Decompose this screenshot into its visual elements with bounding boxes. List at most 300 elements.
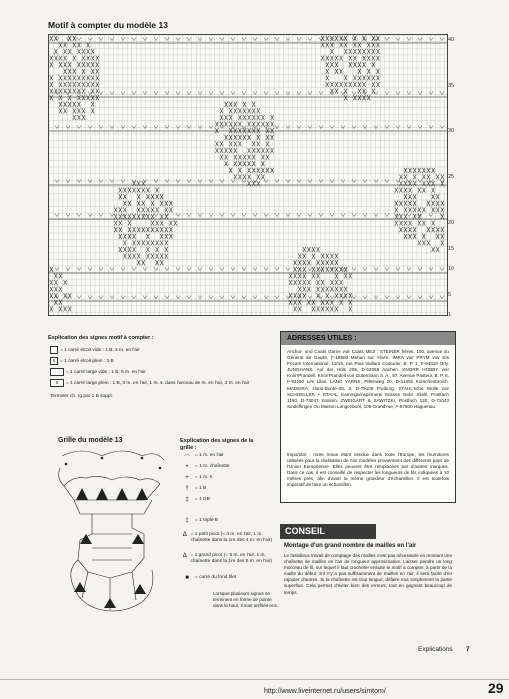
motif-cross bbox=[146, 194, 149, 199]
motif-cross bbox=[160, 234, 163, 239]
motif-cross bbox=[330, 62, 333, 67]
motif-cross bbox=[64, 280, 67, 285]
motif-cross bbox=[248, 108, 251, 113]
motif-cross bbox=[395, 221, 398, 226]
motif-cross bbox=[77, 62, 80, 67]
motif-cross bbox=[54, 280, 57, 285]
motif-cross bbox=[146, 234, 149, 239]
chart-row-label: 30 bbox=[448, 128, 455, 134]
motif-cross bbox=[50, 82, 53, 87]
motif-cross bbox=[271, 115, 274, 120]
motif-cross bbox=[59, 102, 62, 107]
motif-cross bbox=[330, 306, 333, 311]
motif-cross bbox=[363, 49, 366, 54]
motif-cross bbox=[243, 161, 246, 166]
motif-cross bbox=[59, 56, 62, 61]
motif-cross bbox=[252, 148, 255, 153]
motif-cross bbox=[50, 36, 53, 41]
motif-cross bbox=[441, 207, 444, 212]
chart-row-label: 40 bbox=[448, 37, 455, 43]
motif-cross bbox=[436, 174, 439, 179]
motif-cross bbox=[363, 95, 366, 100]
motif-cross bbox=[367, 69, 370, 74]
motif-cross bbox=[248, 148, 251, 153]
chain-stitch-icon: ⌒ bbox=[183, 456, 190, 462]
motif-cross bbox=[335, 82, 338, 87]
motif-cross bbox=[367, 95, 370, 100]
motif-cross bbox=[326, 267, 329, 272]
motif-cross bbox=[123, 207, 126, 212]
motif-cross bbox=[243, 108, 246, 113]
motif-cross bbox=[330, 254, 333, 259]
motif-cross bbox=[344, 89, 347, 94]
motif-cross bbox=[119, 188, 122, 193]
motif-cross bbox=[59, 273, 62, 278]
motif-cross bbox=[142, 260, 145, 265]
motif-cross bbox=[68, 49, 71, 54]
motif-cross bbox=[358, 69, 361, 74]
motif-cross bbox=[123, 194, 126, 199]
motif-cross bbox=[271, 135, 274, 140]
motif-cross bbox=[399, 221, 402, 226]
motif-cross bbox=[353, 49, 356, 54]
slip-stitch-icon: • bbox=[185, 464, 189, 470]
motif-cross bbox=[133, 240, 136, 245]
motif-cross bbox=[156, 247, 159, 252]
motif-cross bbox=[335, 293, 338, 298]
motif-cross bbox=[289, 293, 292, 298]
motif-cross bbox=[409, 188, 412, 193]
motif-cross bbox=[335, 254, 338, 259]
motif-cross bbox=[349, 49, 352, 54]
motif-cross bbox=[335, 267, 338, 272]
motif-cross bbox=[142, 240, 145, 245]
motif-cross bbox=[59, 62, 62, 67]
sign-item bbox=[182, 464, 230, 470]
motif-cross bbox=[418, 207, 421, 212]
motif-cross bbox=[321, 306, 324, 311]
crochet-chart bbox=[48, 34, 448, 316]
motif-cross bbox=[151, 240, 154, 245]
motif-cross bbox=[298, 287, 301, 292]
motif-cross bbox=[87, 82, 90, 87]
motif-cross bbox=[238, 141, 241, 146]
motif-cross bbox=[128, 201, 131, 206]
motif-cross bbox=[294, 273, 297, 278]
sign-text: = 1 m. chaînette bbox=[195, 464, 230, 469]
motif-cross bbox=[404, 214, 407, 219]
motif-cross bbox=[160, 201, 163, 206]
motif-cross bbox=[312, 306, 315, 311]
motif-cross bbox=[441, 240, 444, 245]
motif-cross bbox=[156, 207, 159, 212]
motif-cross bbox=[77, 108, 80, 113]
motif-cross bbox=[404, 227, 407, 232]
motif-cross bbox=[363, 75, 366, 80]
motif-cross bbox=[123, 188, 126, 193]
legend-text: = 1 carré large plein : 1 B, 3 m. en l'air, 1 m. s. dans l'arceau de m. en l'air, 3 m. en l'air bbox=[66, 380, 250, 386]
motif-cross bbox=[82, 49, 85, 54]
motif-cross bbox=[432, 207, 435, 212]
motif-cross bbox=[358, 62, 361, 67]
motif-cross bbox=[114, 227, 117, 232]
motif-cross bbox=[349, 82, 352, 87]
single-crochet-icon: + bbox=[185, 475, 189, 481]
motif-cross bbox=[165, 214, 168, 219]
motif-cross bbox=[367, 49, 370, 54]
motif-cross bbox=[220, 155, 223, 160]
motif-cross bbox=[252, 161, 255, 166]
footer-section-label: Explications bbox=[418, 646, 453, 653]
motif-cross bbox=[123, 214, 126, 219]
motif-cross bbox=[312, 273, 315, 278]
motif-cross bbox=[257, 174, 260, 179]
page-edge-divider bbox=[0, 679, 509, 680]
motif-cross bbox=[307, 260, 310, 265]
motif-cross bbox=[326, 56, 329, 61]
motif-cross bbox=[64, 62, 67, 67]
sign-item bbox=[182, 518, 218, 524]
motif-cross bbox=[73, 36, 76, 41]
legend-item bbox=[50, 357, 114, 365]
motif-cross bbox=[261, 174, 264, 179]
corner-number: 29 bbox=[488, 680, 504, 696]
motif-cross bbox=[128, 188, 131, 193]
motif-cross bbox=[335, 260, 338, 265]
motif-cross bbox=[243, 102, 246, 107]
motif-cross bbox=[413, 227, 416, 232]
motif-cross bbox=[169, 221, 172, 226]
motif-cross bbox=[372, 49, 375, 54]
motif-cross bbox=[289, 273, 292, 278]
legend-text: = 1 carré étroit vide : 1 B, 2 m. en l'air bbox=[60, 347, 140, 353]
motif-cross bbox=[82, 95, 85, 100]
motif-cross bbox=[128, 247, 131, 252]
motif-cross bbox=[215, 141, 218, 146]
motif-cross bbox=[91, 69, 94, 74]
signs-title: Explication des signes de la grille : bbox=[180, 438, 254, 451]
motif-cross bbox=[358, 95, 361, 100]
motif-cross bbox=[225, 135, 228, 140]
motif-cross bbox=[330, 56, 333, 61]
motif-cross bbox=[243, 135, 246, 140]
motif-cross bbox=[165, 247, 168, 252]
motif-cross bbox=[271, 148, 274, 153]
motif-cross bbox=[248, 115, 251, 120]
motif-cross bbox=[326, 306, 329, 311]
motif-cross bbox=[160, 240, 163, 245]
motif-cross bbox=[436, 234, 439, 239]
motif-cross bbox=[399, 201, 402, 206]
sign-text: = 1 m. s. bbox=[195, 475, 214, 480]
motif-cross bbox=[409, 194, 412, 199]
motif-cross bbox=[335, 56, 338, 61]
motif-cross bbox=[165, 207, 168, 212]
chart-row-label: 10 bbox=[448, 266, 455, 272]
filled-mesh-square-icon: ■ bbox=[185, 575, 189, 581]
motif-cross bbox=[413, 201, 416, 206]
motif-cross bbox=[307, 247, 310, 252]
motif-cross bbox=[367, 56, 370, 61]
motif-cross bbox=[363, 56, 366, 61]
motif-cross bbox=[330, 280, 333, 285]
motif-cross bbox=[142, 227, 145, 232]
legend-text: = 1 carré large vide : 1 B, 5 m. en l'air bbox=[66, 369, 146, 375]
motif-cross bbox=[119, 234, 122, 239]
motif-cross bbox=[77, 102, 80, 107]
motif-cross bbox=[137, 201, 140, 206]
motif-cross bbox=[151, 221, 154, 226]
motif-cross bbox=[73, 75, 76, 80]
motif-cross bbox=[257, 148, 260, 153]
motif-cross bbox=[73, 69, 76, 74]
motif-cross bbox=[137, 194, 140, 199]
motif-cross bbox=[326, 300, 329, 305]
motif-cross bbox=[294, 306, 297, 311]
motif-cross bbox=[156, 194, 159, 199]
sign-item bbox=[182, 475, 214, 481]
motif-cross bbox=[340, 300, 343, 305]
motif-cross bbox=[119, 214, 122, 219]
motif-cross bbox=[234, 122, 237, 127]
motif-cross bbox=[234, 135, 237, 140]
chart-row-label: 20 bbox=[448, 220, 455, 226]
motif-cross bbox=[335, 62, 338, 67]
motif-cross bbox=[335, 273, 338, 278]
sign-text: = 1 grand picot (= 5 m. en l'air, 1 m. chaînette dans la 1re des 5 m. en l'air) bbox=[190, 553, 272, 564]
motif-cross bbox=[340, 280, 343, 285]
motif-cross bbox=[54, 273, 57, 278]
motif-cross bbox=[321, 300, 324, 305]
motif-cross bbox=[234, 148, 237, 153]
sign-text: = 1 m. en l'air bbox=[195, 453, 224, 458]
motif-cross bbox=[151, 201, 154, 206]
motif-cross bbox=[243, 115, 246, 120]
motif-cross bbox=[349, 56, 352, 61]
motif-cross bbox=[146, 240, 149, 245]
motif-cross bbox=[243, 174, 246, 179]
motif-cross bbox=[229, 102, 232, 107]
motif-cross bbox=[436, 227, 439, 232]
motif-cross bbox=[413, 234, 416, 239]
motif-cross bbox=[151, 194, 154, 199]
motif-cross bbox=[432, 194, 435, 199]
motif-cross bbox=[151, 254, 154, 259]
motif-cross bbox=[303, 254, 306, 259]
motif-cross bbox=[87, 62, 90, 67]
chart-grid bbox=[49, 35, 447, 315]
motif-cross bbox=[303, 273, 306, 278]
motif-cross bbox=[96, 56, 99, 61]
motif-cross bbox=[128, 214, 131, 219]
wide-empty-square-icon bbox=[50, 368, 64, 376]
motif-cross bbox=[395, 201, 398, 206]
motif-cross bbox=[252, 108, 255, 113]
motif-cross bbox=[142, 188, 145, 193]
motif-cross bbox=[294, 300, 297, 305]
conseil-body: Le fastidieux travail de comptage des mailles n'est pas nécessaire en montant une chaînette de mailles en l'air de longueur approximative. Laisser pendre un long morceau de fil, sur lequel il faut crocheter ensuite le motif à compter, à partir de la maille du début. S'il n'y a pas suffisamment de mailles en l'air, il sera facile d'en rajouter d'autres. Si la chaînette est trop longue, défaire tout simplement la partie superflue. Cela permet d'éviter bien des erreurs, tout en gagnant beaucoup de temps. bbox=[284, 553, 452, 595]
motif-cross bbox=[335, 89, 338, 94]
motif-cross bbox=[142, 201, 145, 206]
motif-cross bbox=[413, 168, 416, 173]
motif-cross bbox=[248, 155, 251, 160]
motif-cross bbox=[50, 267, 53, 272]
motif-cross bbox=[317, 247, 320, 252]
motif-cross bbox=[317, 273, 320, 278]
motif-cross bbox=[266, 168, 269, 173]
motif-cross bbox=[436, 207, 439, 212]
motif-cross bbox=[404, 194, 407, 199]
motif-cross bbox=[307, 280, 310, 285]
motif-cross bbox=[238, 135, 241, 140]
motif-cross bbox=[261, 155, 264, 160]
motif-cross bbox=[298, 300, 301, 305]
motif-cross bbox=[146, 214, 149, 219]
motif-cross bbox=[261, 168, 264, 173]
motif-cross bbox=[422, 174, 425, 179]
motif-cross bbox=[404, 168, 407, 173]
motif-cross bbox=[321, 287, 324, 292]
motif-cross bbox=[326, 82, 329, 87]
motif-cross bbox=[252, 141, 255, 146]
motif-cross bbox=[91, 82, 94, 87]
motif-cross bbox=[413, 207, 416, 212]
motif-cross bbox=[77, 49, 80, 54]
motif-cross bbox=[160, 254, 163, 259]
motif-cross bbox=[303, 293, 306, 298]
motif-cross bbox=[59, 89, 62, 94]
motif-cross bbox=[151, 227, 154, 232]
motif-cross bbox=[335, 69, 338, 74]
empty-square-icon bbox=[50, 346, 58, 354]
motif-cross bbox=[404, 207, 407, 212]
motif-cross bbox=[432, 247, 435, 252]
motif-cross bbox=[68, 75, 71, 80]
motif-cross bbox=[156, 221, 159, 226]
treble-crochet-icon: ‡ bbox=[185, 497, 189, 503]
motif-cross bbox=[344, 287, 347, 292]
motif-cross bbox=[68, 62, 71, 67]
motif-cross bbox=[344, 273, 347, 278]
motif-cross bbox=[422, 207, 425, 212]
motif-cross bbox=[418, 221, 421, 226]
motif-cross bbox=[353, 75, 356, 80]
motif-cross bbox=[372, 89, 375, 94]
motif-cross bbox=[59, 75, 62, 80]
motif-cross bbox=[82, 89, 85, 94]
motif-cross bbox=[372, 62, 375, 67]
motif-cross bbox=[160, 260, 163, 265]
motif-cross bbox=[243, 155, 246, 160]
motif-cross bbox=[54, 300, 57, 305]
motif-cross bbox=[220, 115, 223, 120]
motif-cross bbox=[317, 280, 320, 285]
motif-cross bbox=[349, 62, 352, 67]
motif-cross bbox=[321, 260, 324, 265]
motif-cross bbox=[298, 306, 301, 311]
motif-cross bbox=[87, 75, 90, 80]
motif-cross bbox=[156, 260, 159, 265]
motif-cross bbox=[119, 227, 122, 232]
motif-cross bbox=[156, 188, 159, 193]
motif-cross bbox=[266, 141, 269, 146]
motif-cross bbox=[82, 115, 85, 120]
motif-cross bbox=[330, 287, 333, 292]
motif-cross bbox=[409, 234, 412, 239]
motif-cross bbox=[404, 174, 407, 179]
motif-cross bbox=[146, 247, 149, 252]
sign-item bbox=[182, 575, 236, 581]
motif-cross bbox=[349, 300, 352, 305]
motif-cross bbox=[133, 247, 136, 252]
motif-cross bbox=[151, 214, 154, 219]
motif-cross bbox=[123, 234, 126, 239]
motif-cross bbox=[234, 141, 237, 146]
motif-cross bbox=[330, 260, 333, 265]
motif-cross bbox=[298, 280, 301, 285]
motif-cross bbox=[91, 75, 94, 80]
motif-cross bbox=[321, 280, 324, 285]
watermark-url: http://www.liveinternet.ru/users/simtom/ bbox=[264, 688, 386, 695]
motif-cross bbox=[50, 75, 53, 80]
legend-text: = 1 carré étroit plein : 3 B bbox=[60, 358, 114, 364]
motif-cross bbox=[137, 240, 140, 245]
sign-item bbox=[182, 486, 206, 492]
motif-cross bbox=[372, 82, 375, 87]
motif-cross bbox=[96, 62, 99, 67]
motif-cross bbox=[73, 115, 76, 120]
motif-cross bbox=[409, 227, 412, 232]
motif-cross bbox=[248, 135, 251, 140]
motif-cross bbox=[82, 108, 85, 113]
motif-cross bbox=[422, 234, 425, 239]
motif-cross bbox=[160, 214, 163, 219]
motif-cross bbox=[169, 207, 172, 212]
motif-cross bbox=[344, 82, 347, 87]
motif-cross bbox=[257, 115, 260, 120]
motif-cross bbox=[312, 254, 315, 259]
addresses-body: Anchor- und Coats Garne voir Coats MEZ : STEINER frères, 100, avenue du Général de Gaulle, F-18500 Mehun sur Yèvre. IMRA voir PRYM voir Ets Pecam International, 13/15, rue Paul Vaillant Couturier, B. P. 1, F-94310 Orly. JUNGHANS, Auf der Hüls 205, D-52068 Aachen. KNORR HOBBY voir KnorrPrandell. KnorrPrandell voir Gütermann S. A., 57, Avenue Pasteur, B. P. 6, F-93260 Les Lilas. LANG YARNS, Pillenweg 20, D-41352 Korschenbroich. MADEIRA, Hans-Bunte-Str. 3, D-79108 Freiburg. STAHL'sche Wolle voir SCHOELLER + STAHL, Kammgarnspinnerei Süssen Gebr. Stahl, Postfach 1160, D-73047 Süssen. ZWEIGART & SAWITZKI, Postfach 120, D-71043 Sindelfingen Ou Maison Longenbuhl, 105 Grand'rue, F-67500 Haguenau. bbox=[287, 349, 449, 409]
double-crochet-icon: † bbox=[185, 486, 189, 492]
motif-cross bbox=[441, 234, 444, 239]
motif-cross bbox=[59, 108, 62, 113]
chart-row-label: 5 bbox=[448, 292, 452, 298]
motif-cross bbox=[248, 122, 251, 127]
motif-cross bbox=[238, 108, 241, 113]
motif-cross bbox=[64, 306, 67, 311]
motif-cross bbox=[294, 280, 297, 285]
motif-cross bbox=[298, 254, 301, 259]
motif-cross bbox=[326, 287, 329, 292]
motif-cross bbox=[441, 174, 444, 179]
motif-cross bbox=[266, 135, 269, 140]
motif-cross bbox=[128, 221, 131, 226]
motif-cross bbox=[87, 95, 90, 100]
motif-cross bbox=[326, 75, 329, 80]
legend-item bbox=[50, 379, 280, 387]
motif-cross bbox=[330, 49, 333, 54]
sign-item bbox=[182, 497, 210, 503]
motif-cross bbox=[409, 168, 412, 173]
motif-cross bbox=[436, 247, 439, 252]
motif-cross bbox=[234, 161, 237, 166]
motif-cross bbox=[303, 287, 306, 292]
motif-cross bbox=[50, 293, 53, 298]
motif-cross bbox=[436, 194, 439, 199]
motif-cross bbox=[321, 254, 324, 259]
motif-cross bbox=[238, 122, 241, 127]
motif-cross bbox=[174, 221, 177, 226]
